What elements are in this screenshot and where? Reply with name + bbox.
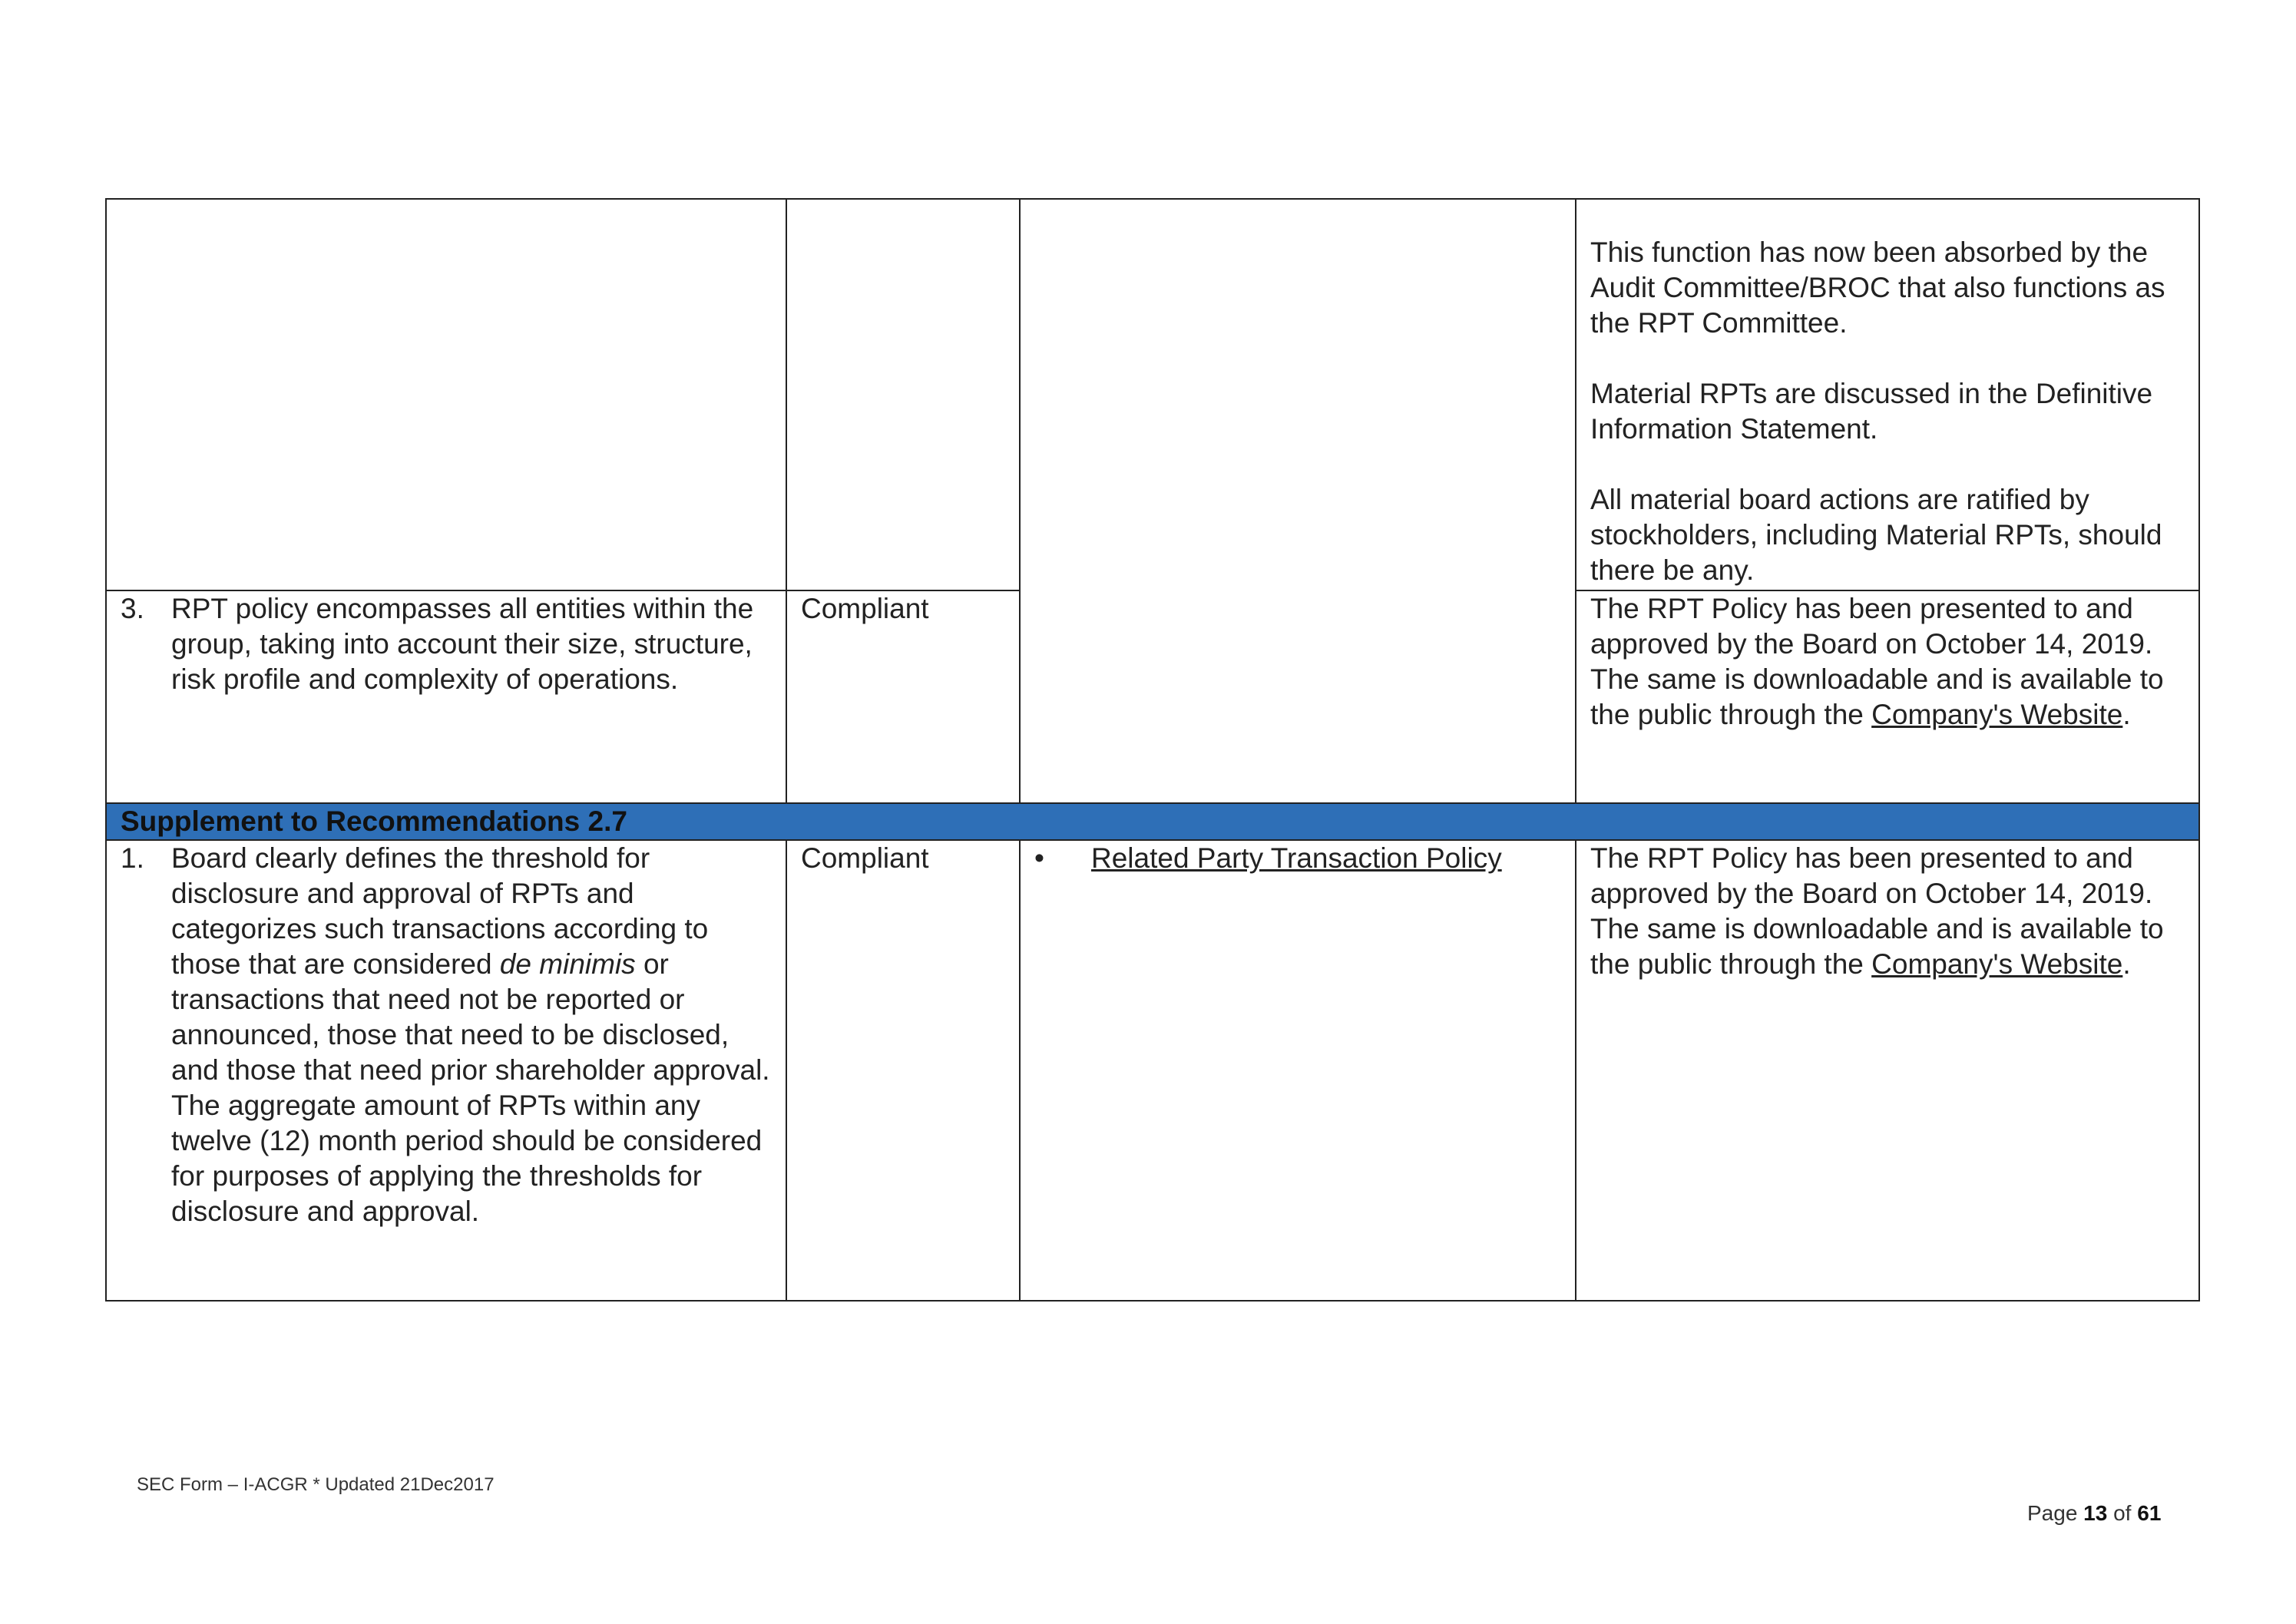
- section-header-row: [106, 803, 2199, 840]
- section-header: Supplement to Recommendations 2.7: [106, 803, 2199, 840]
- table-row: [106, 840, 2199, 1301]
- compliance-table: [105, 198, 2200, 1302]
- company-website-link[interactable]: Company's Website: [1871, 948, 2123, 980]
- reference-cell: [1020, 840, 1576, 1301]
- status-cell: [786, 199, 1020, 590]
- table-row: [106, 199, 2199, 590]
- page-number: [2027, 1501, 2161, 1526]
- remarks-cell: [1576, 590, 2199, 803]
- company-website-link[interactable]: Company's Website: [1871, 699, 2123, 730]
- page-prefix: Page: [2027, 1501, 2084, 1525]
- remarks-cell: [1576, 840, 2199, 1301]
- recommendation-text: RPT policy encompasses all entities within the group, taking into account their size, structure, risk profile and complexity of operations.: [171, 593, 754, 695]
- page-of: of: [2107, 1501, 2138, 1525]
- recommendation-text-italic: de minimis: [499, 948, 636, 980]
- reference-cell: [1020, 199, 1576, 803]
- remarks-end: .: [2122, 699, 2131, 730]
- recommendation-text-part: or transactions that need not be reported or announced, those that need to be disclosed, and those that need prior shareholder approval. The aggregate amount of RPTs within any twelve (12) month period should be considered for purposes of applying the thresholds for disclosure and approval.: [171, 948, 770, 1227]
- recommendation-cell: [106, 199, 786, 590]
- footer-form-label: SEC Form – I-ACGR * Updated 21Dec2017: [137, 1474, 495, 1495]
- recommendation-cell: [106, 590, 786, 803]
- remarks-paragraph: Material RPTs are discussed in the Definitive Information Statement.: [1590, 378, 2153, 445]
- item-number: 1.: [121, 842, 144, 874]
- status-text: Compliant: [801, 842, 929, 874]
- page-current: 13: [2083, 1501, 2108, 1525]
- remarks-text: The RPT Policy has been presented to and approved by the Board on October 14, 2019. The same is downloadable and is available to the public through the: [1590, 842, 2164, 980]
- item-number: 3.: [121, 593, 144, 624]
- recommendation-text: [171, 841, 772, 1229]
- rpt-policy-link[interactable]: Related Party Transaction Policy: [1091, 842, 1502, 874]
- bullet-icon: •: [1034, 842, 1044, 874]
- status-cell: [786, 840, 1020, 1301]
- remarks-text: The RPT Policy has been presented to and approved by the Board on October 14, 2019. The same is downloadable and is available to the public through the: [1590, 593, 2164, 730]
- status-text: Compliant: [801, 593, 929, 624]
- remarks-paragraph: All material board actions are ratified by stockholders, including Material RPTs, should there be any.: [1590, 484, 2162, 586]
- status-cell: [786, 590, 1020, 803]
- page-total: 61: [2137, 1501, 2162, 1525]
- recommendation-text-part: Board clearly defines the threshold for disclosure and approval of RPTs and categorizes such transactions according to those that are considered: [171, 842, 709, 980]
- remarks-end: .: [2122, 948, 2131, 980]
- remarks-paragraph: This function has now been absorbed by the Audit Committee/BROC that also functions as the RPT Committee.: [1590, 236, 2165, 339]
- remarks-cell: [1576, 199, 2199, 590]
- recommendation-cell: [106, 840, 786, 1301]
